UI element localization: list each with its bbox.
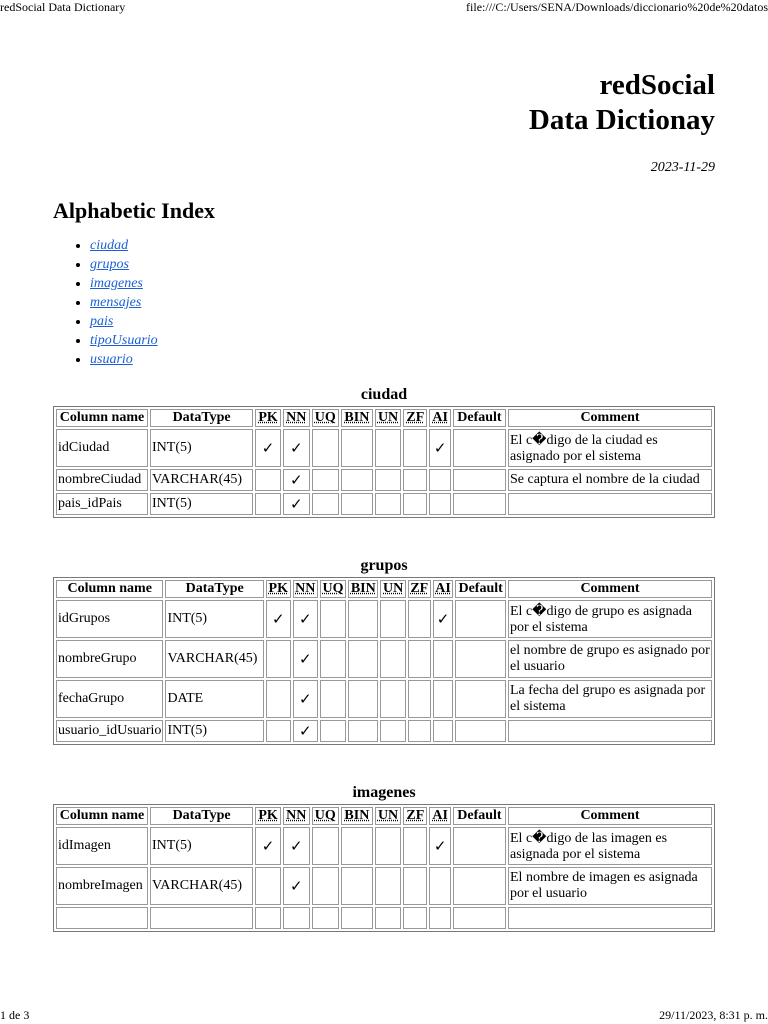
index-item-grupos bbox=[90, 255, 715, 274]
bin-header-abbr: BIN bbox=[350, 581, 376, 596]
bin-cell bbox=[341, 469, 373, 491]
nn-header bbox=[283, 409, 310, 427]
un-header-abbr: UN bbox=[377, 808, 399, 823]
zf-cell bbox=[403, 469, 427, 491]
zf-header-abbr: ZF bbox=[406, 410, 425, 425]
index-item-ciudad bbox=[90, 236, 715, 255]
table-title-imagenes: imagenes bbox=[352, 784, 416, 801]
ai-cell bbox=[429, 429, 450, 467]
comment-cell: El c�digo de grupo es asignada por el sistema bbox=[508, 600, 712, 638]
default-cell bbox=[453, 469, 506, 491]
uq-cell bbox=[320, 640, 346, 678]
zf-cell bbox=[408, 680, 431, 718]
table-imagenes bbox=[53, 804, 715, 932]
print-footer bbox=[0, 1008, 768, 1024]
nn-header-abbr: NN bbox=[286, 410, 307, 425]
comment-cell bbox=[508, 493, 712, 515]
document-date: 2023-11-29 bbox=[650, 160, 715, 175]
ai-cell bbox=[429, 469, 450, 491]
default-cell bbox=[453, 493, 506, 515]
comment-header: Comment bbox=[508, 807, 712, 825]
ai-cell bbox=[433, 640, 454, 678]
ai-header-abbr: AI bbox=[432, 410, 448, 425]
zf-cell bbox=[403, 827, 427, 865]
column-name-cell: idCiudad bbox=[56, 429, 148, 467]
nn-cell bbox=[283, 493, 310, 515]
pk-cell bbox=[255, 493, 281, 515]
nn-header-abbr: NN bbox=[286, 808, 307, 823]
check-icon: ✓ bbox=[289, 440, 303, 457]
un-header bbox=[375, 409, 402, 427]
zf-header-abbr: ZF bbox=[410, 581, 429, 596]
uq-cell bbox=[312, 493, 339, 515]
default-header: Default bbox=[453, 807, 506, 825]
datatype-cell: INT(5) bbox=[150, 493, 253, 515]
check-icon: ✓ bbox=[289, 496, 303, 513]
nn-cell bbox=[283, 827, 310, 865]
datatype-cell: INT(5) bbox=[150, 827, 253, 865]
index-link-mensajes[interactable]: mensajes bbox=[90, 295, 142, 310]
zf-header-abbr: ZF bbox=[406, 808, 425, 823]
table-spacer bbox=[53, 518, 715, 540]
zf-cell bbox=[408, 640, 431, 678]
bin-cell bbox=[348, 720, 378, 742]
pk-cell bbox=[266, 640, 291, 678]
un-cell bbox=[380, 680, 405, 718]
uq-header-abbr: UQ bbox=[314, 808, 336, 823]
print-header-url: file:///C:/Users/SENA/Downloads/diccionario%20de%20datos bbox=[466, 0, 768, 14]
un-cell bbox=[380, 600, 405, 638]
table-row bbox=[56, 867, 712, 905]
un-cell bbox=[375, 867, 402, 905]
comment-cell bbox=[508, 907, 712, 929]
bin-header bbox=[348, 580, 378, 598]
table-title-grupos: grupos bbox=[360, 557, 408, 574]
ai-header bbox=[429, 807, 450, 825]
ai-cell bbox=[429, 827, 450, 865]
table-row bbox=[56, 429, 712, 467]
table-row bbox=[56, 640, 712, 678]
nn-cell bbox=[283, 429, 310, 467]
datatype-cell: VARCHAR(45) bbox=[165, 640, 264, 678]
check-icon: ✓ bbox=[261, 838, 275, 855]
un-header-abbr: UN bbox=[377, 410, 399, 425]
nn-header bbox=[283, 807, 310, 825]
uq-cell bbox=[312, 429, 339, 467]
uq-header bbox=[312, 807, 339, 825]
ai-cell bbox=[429, 867, 450, 905]
nn-cell bbox=[293, 720, 318, 742]
default-header: Default bbox=[455, 580, 506, 598]
nn-cell bbox=[293, 640, 318, 678]
pk-header-abbr: PK bbox=[258, 808, 278, 823]
check-icon: ✓ bbox=[298, 651, 312, 668]
pk-cell bbox=[266, 720, 291, 742]
index-link-pais[interactable]: pais bbox=[90, 314, 114, 329]
comment-cell: El c�digo de la ciudad es asignado por el sistema bbox=[508, 429, 712, 467]
uq-cell bbox=[312, 907, 339, 929]
uq-header-abbr: UQ bbox=[322, 581, 344, 596]
nn-header bbox=[293, 580, 318, 598]
un-cell bbox=[380, 720, 405, 742]
column-name-cell: nombreGrupo bbox=[56, 640, 163, 678]
check-icon: ✓ bbox=[433, 838, 447, 855]
alphabetic-index-list bbox=[53, 236, 715, 369]
default-cell bbox=[455, 640, 506, 678]
column-name-cell: nombreImagen bbox=[56, 867, 148, 905]
column-name-cell: pais_idPais bbox=[56, 493, 148, 515]
un-cell bbox=[375, 907, 402, 929]
default-cell bbox=[453, 907, 506, 929]
check-icon: ✓ bbox=[271, 611, 285, 628]
comment-cell: La fecha del grupo es asignada por el sistema bbox=[508, 680, 712, 718]
uq-cell bbox=[320, 680, 346, 718]
document-content bbox=[53, 68, 715, 963]
comment-cell: El c�digo de las imagen es asignada por el sistema bbox=[508, 827, 712, 865]
ai-header-abbr: AI bbox=[432, 808, 448, 823]
alphabetic-index-heading: Alphabetic Index bbox=[53, 198, 215, 223]
column-name-cell bbox=[56, 907, 148, 929]
ai-header-abbr: AI bbox=[435, 581, 451, 596]
uq-cell bbox=[312, 469, 339, 491]
check-icon: ✓ bbox=[298, 723, 312, 740]
default-cell bbox=[455, 680, 506, 718]
pk-header bbox=[255, 807, 281, 825]
bin-cell bbox=[341, 867, 373, 905]
table-row bbox=[56, 827, 712, 865]
datatype-header: DataType bbox=[150, 807, 253, 825]
default-cell bbox=[455, 720, 506, 742]
check-icon: ✓ bbox=[289, 878, 303, 895]
ai-cell bbox=[433, 720, 454, 742]
check-icon: ✓ bbox=[289, 472, 303, 489]
table-grupos bbox=[53, 577, 715, 745]
bin-cell bbox=[341, 827, 373, 865]
column-name-cell: idGrupos bbox=[56, 600, 163, 638]
pk-cell bbox=[266, 600, 291, 638]
index-item-pais bbox=[90, 312, 715, 331]
column-name-header: Column name bbox=[56, 409, 148, 427]
un-cell bbox=[375, 429, 402, 467]
bin-cell bbox=[348, 680, 378, 718]
default-cell bbox=[453, 827, 506, 865]
table-header-row bbox=[56, 580, 712, 598]
comment-header: Comment bbox=[508, 409, 712, 427]
table-row bbox=[56, 600, 712, 638]
ai-header bbox=[429, 409, 450, 427]
datatype-cell bbox=[150, 907, 253, 929]
comment-header: Comment bbox=[508, 580, 712, 598]
zf-cell bbox=[408, 600, 431, 638]
datatype-cell: DATE bbox=[165, 680, 264, 718]
ai-cell bbox=[433, 680, 454, 718]
datatype-cell: VARCHAR(45) bbox=[150, 867, 253, 905]
uq-header bbox=[312, 409, 339, 427]
print-header-title: redSocial Data Dictionary bbox=[0, 0, 126, 14]
datatype-header: DataType bbox=[165, 580, 264, 598]
check-icon: ✓ bbox=[433, 440, 447, 457]
zf-cell bbox=[403, 493, 427, 515]
datatype-cell: INT(5) bbox=[150, 429, 253, 467]
un-header bbox=[380, 580, 405, 598]
un-cell bbox=[375, 827, 402, 865]
ai-header bbox=[433, 580, 454, 598]
table-title-ciudad: ciudad bbox=[360, 386, 408, 403]
uq-cell bbox=[312, 867, 339, 905]
bin-header bbox=[341, 807, 373, 825]
un-header-abbr: UN bbox=[383, 581, 404, 596]
zf-cell bbox=[403, 429, 427, 467]
datatype-cell: INT(5) bbox=[165, 600, 264, 638]
comment-cell: Se captura el nombre de la ciudad bbox=[508, 469, 712, 491]
uq-header-abbr: UQ bbox=[314, 410, 336, 425]
index-item-mensajes bbox=[90, 293, 715, 312]
nn-cell bbox=[293, 680, 318, 718]
column-name-header: Column name bbox=[56, 580, 163, 598]
check-icon: ✓ bbox=[298, 611, 312, 628]
index-item-imagenes bbox=[90, 274, 715, 293]
print-header bbox=[0, 0, 768, 16]
uq-cell bbox=[320, 600, 346, 638]
pk-header-abbr: PK bbox=[258, 410, 278, 425]
index-link-ciudad[interactable]: ciudad bbox=[90, 238, 129, 253]
un-cell bbox=[380, 640, 405, 678]
nn-header-abbr: NN bbox=[295, 581, 316, 596]
data-dictionary-tables bbox=[53, 386, 715, 932]
zf-header bbox=[408, 580, 431, 598]
pk-header bbox=[266, 580, 291, 598]
table-spacer bbox=[53, 745, 715, 767]
column-name-cell: nombreCiudad bbox=[56, 469, 148, 491]
un-cell bbox=[375, 493, 402, 515]
print-footer-page: 1 de 3 bbox=[0, 1008, 30, 1022]
zf-header bbox=[403, 807, 427, 825]
check-icon: ✓ bbox=[298, 691, 312, 708]
table-row bbox=[56, 469, 712, 491]
pk-header bbox=[255, 409, 281, 427]
bin-cell bbox=[341, 429, 373, 467]
zf-cell bbox=[403, 867, 427, 905]
pk-cell bbox=[255, 867, 281, 905]
datatype-header: DataType bbox=[150, 409, 253, 427]
comment-cell bbox=[508, 720, 712, 742]
column-name-cell: fechaGrupo bbox=[56, 680, 163, 718]
table-ciudad bbox=[53, 406, 715, 518]
pk-cell bbox=[255, 429, 281, 467]
index-item-usuario bbox=[90, 350, 715, 369]
table-row bbox=[56, 680, 712, 718]
print-footer-datetime: 29/11/2023, 8:31 p. m. bbox=[659, 1008, 768, 1022]
column-name-header: Column name bbox=[56, 807, 148, 825]
ai-cell bbox=[429, 907, 450, 929]
document-title bbox=[53, 68, 715, 138]
default-cell bbox=[453, 429, 506, 467]
comment-cell: el nombre de grupo es asignado por el usuario bbox=[508, 640, 712, 678]
bin-header bbox=[341, 409, 373, 427]
bin-header-abbr: BIN bbox=[344, 410, 370, 425]
index-link-usuario[interactable]: usuario bbox=[90, 352, 133, 367]
un-header bbox=[375, 807, 402, 825]
bin-cell bbox=[348, 640, 378, 678]
bin-cell bbox=[341, 493, 373, 515]
index-link-grupos[interactable]: grupos bbox=[90, 257, 129, 272]
datatype-cell: VARCHAR(45) bbox=[150, 469, 253, 491]
ai-cell bbox=[429, 493, 450, 515]
index-link-tipoUsuario[interactable]: tipoUsuario bbox=[90, 333, 158, 348]
pk-cell bbox=[255, 907, 281, 929]
ai-cell bbox=[433, 600, 454, 638]
index-item-tipoUsuario bbox=[90, 331, 715, 350]
nn-cell bbox=[283, 469, 310, 491]
bin-cell bbox=[341, 907, 373, 929]
table-row bbox=[56, 493, 712, 515]
default-cell bbox=[455, 600, 506, 638]
un-cell bbox=[375, 469, 402, 491]
table-row bbox=[56, 720, 712, 742]
default-header: Default bbox=[453, 409, 506, 427]
document-title-line2: Data Dictionay bbox=[528, 104, 715, 136]
zf-cell bbox=[403, 907, 427, 929]
zf-header bbox=[403, 409, 427, 427]
datatype-cell: INT(5) bbox=[165, 720, 264, 742]
comment-cell: El nombre de imagen es asignada por el usuario bbox=[508, 867, 712, 905]
pk-cell bbox=[255, 469, 281, 491]
uq-cell bbox=[320, 720, 346, 742]
check-icon: ✓ bbox=[289, 838, 303, 855]
index-link-imagenes[interactable]: imagenes bbox=[90, 276, 143, 291]
zf-cell bbox=[408, 720, 431, 742]
table-header-row bbox=[56, 409, 712, 427]
check-icon: ✓ bbox=[261, 440, 275, 457]
table-header-row bbox=[56, 807, 712, 825]
uq-header bbox=[320, 580, 346, 598]
nn-cell bbox=[283, 907, 310, 929]
document-title-line1: redSocial bbox=[599, 69, 715, 101]
table-row bbox=[56, 907, 712, 929]
pk-header-abbr: PK bbox=[268, 581, 288, 596]
nn-cell bbox=[283, 867, 310, 905]
pk-cell bbox=[266, 680, 291, 718]
column-name-cell: idImagen bbox=[56, 827, 148, 865]
column-name-cell: usuario_idUsuario bbox=[56, 720, 163, 742]
bin-cell bbox=[348, 600, 378, 638]
bin-header-abbr: BIN bbox=[344, 808, 370, 823]
pk-cell bbox=[255, 827, 281, 865]
check-icon: ✓ bbox=[436, 611, 450, 628]
default-cell bbox=[453, 867, 506, 905]
uq-cell bbox=[312, 827, 339, 865]
nn-cell bbox=[293, 600, 318, 638]
